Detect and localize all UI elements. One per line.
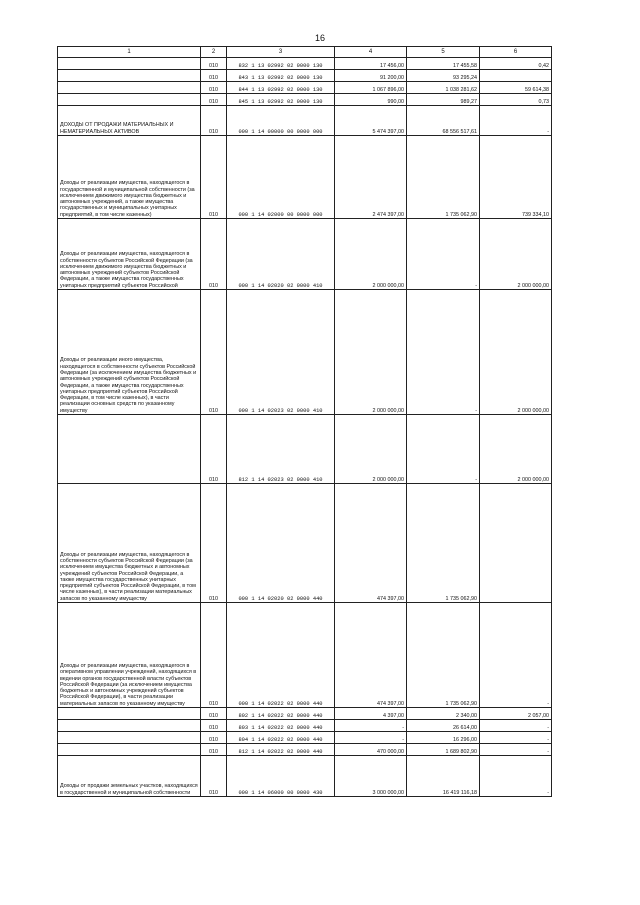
row-approved-amount: 91 200,00 — [335, 70, 407, 82]
row-unexecuted-amount: - — [480, 744, 552, 756]
row-line-code: 010 — [201, 70, 227, 82]
row-budget-code: 000 1 14 02023 02 0000 410 — [227, 290, 335, 415]
table-row — [58, 708, 552, 720]
row-line-code: 010 — [201, 82, 227, 94]
row-budget-code: 843 1 13 02992 02 0000 130 — [227, 70, 335, 82]
table-row — [58, 744, 552, 756]
column-header: 5 — [407, 47, 480, 58]
row-description — [58, 58, 201, 70]
row-unexecuted-amount: - — [480, 603, 552, 708]
row-line-code: 010 — [201, 415, 227, 484]
row-budget-code: 000 1 14 02020 02 0000 440 — [227, 484, 335, 603]
row-line-code: 010 — [201, 219, 227, 290]
revenue-table — [57, 46, 552, 797]
row-unexecuted-amount: 2 057,00 — [480, 708, 552, 720]
row-budget-code: 802 1 14 02022 02 0000 440 — [227, 708, 335, 720]
row-unexecuted-amount: - — [480, 106, 552, 136]
table-row — [58, 290, 552, 415]
row-unexecuted-amount — [480, 70, 552, 82]
row-executed-amount: - — [407, 415, 480, 484]
row-executed-amount: 26 614,00 — [407, 720, 480, 732]
row-description: Доходы от реализации имущества, находящегося в оперативном управлении учреждений, находящихся в ведении органов государственной власти субъектов Российской Федерации (за исключением имущества бюджетных и автономных учреждений субъектов Российской Федерации), в части реализации материальных запасов по указанному имуществу — [58, 603, 201, 708]
row-unexecuted-amount: 2 000 000,00 — [480, 290, 552, 415]
row-unexecuted-amount: - — [480, 756, 552, 797]
column-header: 6 — [480, 47, 552, 58]
row-line-code: 010 — [201, 58, 227, 70]
table-row — [58, 58, 552, 70]
table-row — [58, 484, 552, 603]
row-executed-amount: 68 556 517,61 — [407, 106, 480, 136]
column-header: 1 — [58, 47, 201, 58]
row-approved-amount: 17 456,00 — [335, 58, 407, 70]
row-description: Доходы от продажи земельных участков, находящихся в государственной и муниципальной собственности — [58, 756, 201, 797]
column-header: 3 — [227, 47, 335, 58]
row-description: Доходы от реализации имущества, находящегося в государственной и муниципальной собственности (за исключением движимого имущества бюджетных и автономных учреждений, а также имущества государственных и муниципальных унитарных предприятий, в том числе казенных) — [58, 136, 201, 219]
row-description — [58, 744, 201, 756]
row-line-code: 010 — [201, 106, 227, 136]
table-row — [58, 732, 552, 744]
row-unexecuted-amount — [480, 484, 552, 603]
table-row — [58, 603, 552, 708]
row-approved-amount: 470 000,00 — [335, 744, 407, 756]
row-budget-code: 803 1 14 02022 02 0000 440 — [227, 720, 335, 732]
row-line-code: 010 — [201, 136, 227, 219]
row-line-code: 010 — [201, 94, 227, 106]
row-budget-code: 812 1 14 02022 02 0000 440 — [227, 744, 335, 756]
row-budget-code: 812 1 14 02023 02 0000 410 — [227, 415, 335, 484]
row-budget-code: 844 1 13 02992 02 0000 130 — [227, 82, 335, 94]
row-description — [58, 70, 201, 82]
table-row — [58, 219, 552, 290]
row-executed-amount: - — [407, 219, 480, 290]
row-unexecuted-amount: - — [480, 720, 552, 732]
table-row — [58, 756, 552, 797]
row-executed-amount: 1 735 062,90 — [407, 603, 480, 708]
row-executed-amount: 1 735 062,90 — [407, 136, 480, 219]
row-budget-code: 000 1 14 02022 02 0000 440 — [227, 603, 335, 708]
row-budget-code: 832 1 13 02992 02 0000 130 — [227, 58, 335, 70]
row-approved-amount: 2 000 000,00 — [335, 290, 407, 415]
row-budget-code: 845 1 13 02992 02 0000 130 — [227, 94, 335, 106]
row-approved-amount: 2 474 397,00 — [335, 136, 407, 219]
row-approved-amount: 5 474 397,00 — [335, 106, 407, 136]
row-executed-amount: - — [407, 290, 480, 415]
row-description — [58, 82, 201, 94]
row-unexecuted-amount: 739 334,10 — [480, 136, 552, 219]
table-row — [58, 136, 552, 219]
row-description — [58, 732, 201, 744]
row-description — [58, 720, 201, 732]
table-row — [58, 106, 552, 136]
row-line-code: 010 — [201, 708, 227, 720]
column-header: 4 — [335, 47, 407, 58]
row-line-code: 010 — [201, 720, 227, 732]
row-executed-amount: 16 296,00 — [407, 732, 480, 744]
row-unexecuted-amount: - — [480, 732, 552, 744]
table-row — [58, 720, 552, 732]
table-row — [58, 415, 552, 484]
row-description: Доходы от реализации иного имущества, находящегося в собственности субъектов Российской Федерации (за исключением имущества бюджетных и автономных учреждений субъектов Российской Федерации, а также имущества государственных унитарных предприятий субъектов Российской Федерации, в том числе казенных), в части реализации основных средств по указанному имуществу — [58, 290, 201, 415]
row-executed-amount: 93 295,24 — [407, 70, 480, 82]
row-description — [58, 94, 201, 106]
page-number: 16 — [314, 33, 325, 43]
row-description — [58, 415, 201, 484]
row-budget-code: 000 1 14 02000 00 0000 000 — [227, 136, 335, 219]
row-executed-amount: 1 735 062,90 — [407, 484, 480, 603]
row-description: ДОХОДЫ ОТ ПРОДАЖИ МАТЕРИАЛЬНЫХ И НЕМАТЕРИАЛЬНЫХ АКТИВОВ — [58, 106, 201, 136]
row-description: Доходы от реализации имущества, находящегося в собственности субъектов Российской Федерации (за исключением движимого имущества бюджетных и автономных учреждений субъектов Российской Федерации, а также имущества государственных унитарных предприятий субъектов Российской — [58, 219, 201, 290]
row-executed-amount: 989,27 — [407, 94, 480, 106]
row-executed-amount: 17 455,58 — [407, 58, 480, 70]
row-budget-code: 804 1 14 02022 02 0000 440 — [227, 732, 335, 744]
row-approved-amount: 474 397,00 — [335, 603, 407, 708]
row-approved-amount: 3 000 000,00 — [335, 756, 407, 797]
row-approved-amount: 474 397,00 — [335, 484, 407, 603]
row-executed-amount: 1 038 281,62 — [407, 82, 480, 94]
row-executed-amount: 2 340,00 — [407, 708, 480, 720]
column-header: 2 — [201, 47, 227, 58]
row-unexecuted-amount: 2 000 000,00 — [480, 219, 552, 290]
row-approved-amount: 4 397,00 — [335, 708, 407, 720]
row-unexecuted-amount: 0,73 — [480, 94, 552, 106]
row-executed-amount: 16 419 116,18 — [407, 756, 480, 797]
table-row — [58, 70, 552, 82]
row-description: Доходы от реализации имущества, находящегося в собственности субъектов Российской Федерации (за исключением имущества бюджетных и автономных учреждений субъектов Российской Федерации, а также имущества государственных унитарных предприятий субъектов Российской Федерации, в том числе казенных), в части реализации материальных запасов по указанному имуществу — [58, 484, 201, 603]
table-row — [58, 94, 552, 106]
row-budget-code: 000 1 14 02020 02 0000 410 — [227, 219, 335, 290]
row-approved-amount: - — [335, 720, 407, 732]
row-line-code: 010 — [201, 290, 227, 415]
row-line-code: 010 — [201, 732, 227, 744]
row-approved-amount: - — [335, 732, 407, 744]
table-row — [58, 82, 552, 94]
row-approved-amount: 2 000 000,00 — [335, 219, 407, 290]
row-description — [58, 708, 201, 720]
row-unexecuted-amount: 0,42 — [480, 58, 552, 70]
row-approved-amount: 990,00 — [335, 94, 407, 106]
row-line-code: 010 — [201, 484, 227, 603]
row-budget-code: 000 1 14 06000 00 0000 430 — [227, 756, 335, 797]
row-approved-amount: 2 000 000,00 — [335, 415, 407, 484]
table-header-row — [58, 47, 552, 58]
row-approved-amount: 1 067 896,00 — [335, 82, 407, 94]
row-line-code: 010 — [201, 744, 227, 756]
row-executed-amount: 1 689 802,90 — [407, 744, 480, 756]
row-line-code: 010 — [201, 603, 227, 708]
row-unexecuted-amount: 59 614,38 — [480, 82, 552, 94]
row-line-code: 010 — [201, 756, 227, 797]
row-budget-code: 000 1 14 00000 00 0000 000 — [227, 106, 335, 136]
row-unexecuted-amount: 2 000 000,00 — [480, 415, 552, 484]
